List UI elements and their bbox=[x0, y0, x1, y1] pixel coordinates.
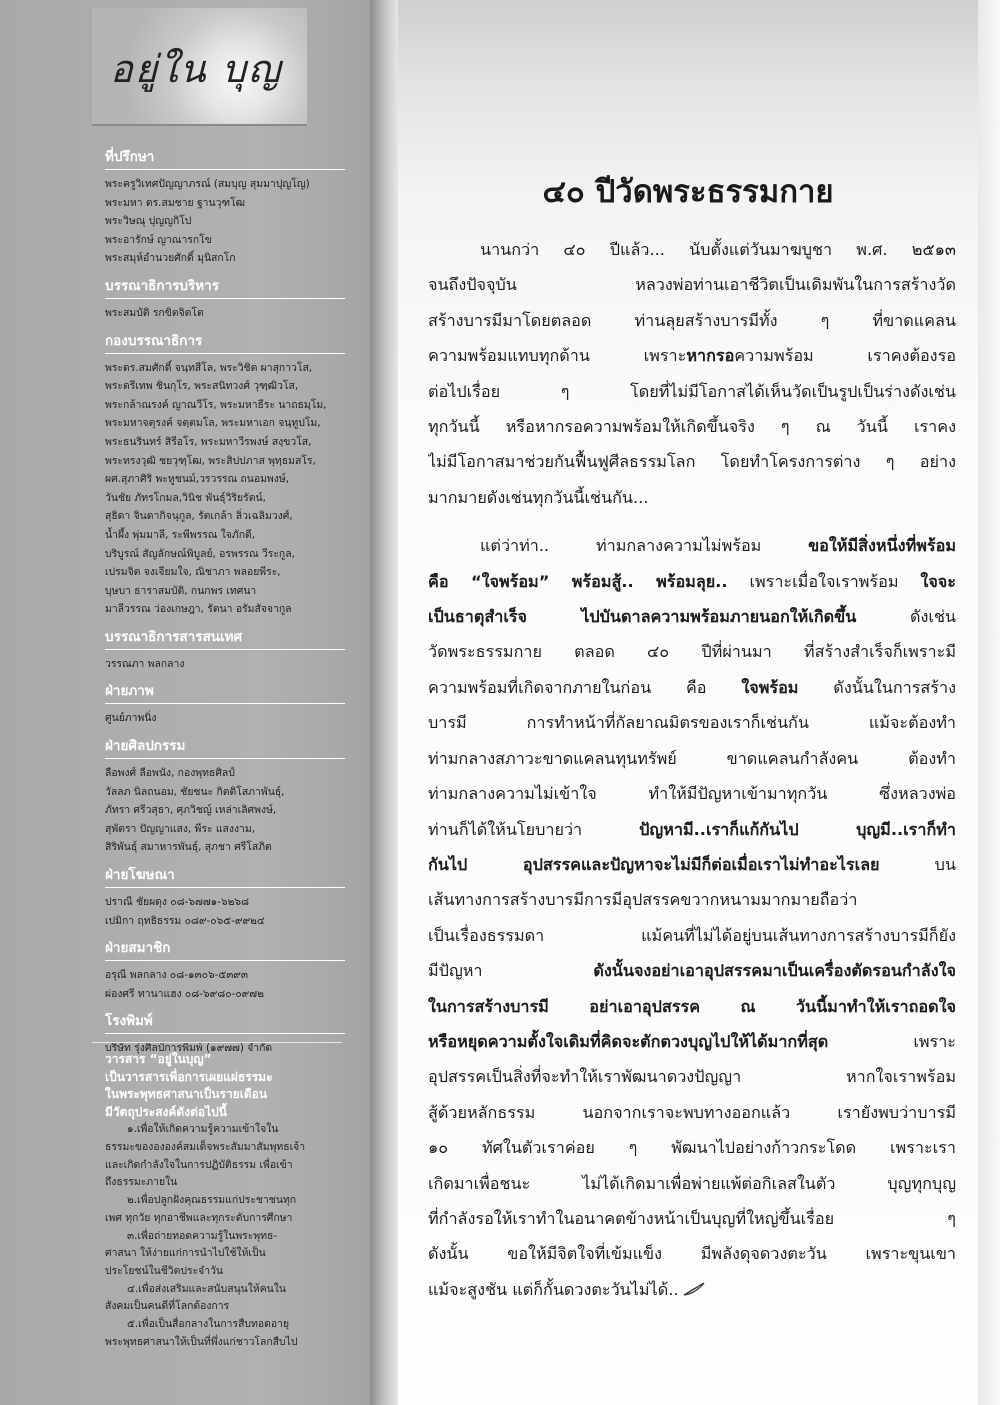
journal-title-line: ในพระพุทธศาสนาเป็นรายเดือน bbox=[105, 1087, 268, 1102]
page-fold-shadow bbox=[370, 0, 398, 1405]
staff-line: บุษบา ธาราสมบัติ, กนกพร เทศนา bbox=[105, 584, 257, 597]
masthead-section bbox=[105, 625, 345, 674]
section-heading: ฝ่ายภาพ bbox=[105, 679, 345, 704]
text-line: คือ “ใจพร้อม” พร้อมสู้.. พร้อมลุย.. เพราะเมื่อใจเราพร้อม ใจจะ bbox=[428, 571, 956, 591]
text-line: ที่กำลังรอให้เราทำในอนาคตข้างหน้าเป็นบุญที่ใหญ่ขึ้นเรื่อย ๆ bbox=[428, 1208, 956, 1228]
article-page bbox=[398, 0, 978, 1405]
staff-line: พระตรีเทพ ชินกุโร, พระสนิทวงศ์ วุฑฺฒิวโส, bbox=[105, 380, 299, 393]
objective-line: และเกิดกำลังใจในการปฏิบัติธรรม เพื่อเข้า bbox=[105, 1158, 293, 1171]
objective-line: ๕.เพื่อเป็นสื่อกลางในการสืบทอดอายุ bbox=[127, 1318, 290, 1331]
section-heading: ฝ่ายโฆษณา bbox=[105, 863, 345, 888]
paragraph-1 bbox=[428, 232, 956, 515]
text-line: เกิดมาเพื่อชนะ ไม่ได้เกิดมาเพื่อพ่ายแพ้ต่อกิเลสในตัว บุญทุกบุญ bbox=[428, 1173, 956, 1193]
staff-line: บริษัท รุ่งศิลป์การพิมพ์ (๑๙๗๗) จำกัด bbox=[105, 1042, 273, 1055]
staff-line: พระวิษณุ ปุญญกิโป bbox=[105, 215, 192, 228]
text-line: เป็นเรื่องธรรมดา แม้คนที่ไม่ได้อยู่บนเส้นทางการสร้างบารมีก็ยัง bbox=[428, 925, 956, 945]
text-line: มากมายดังเช่นทุกวันนี้เช่นกัน... bbox=[428, 487, 649, 507]
staff-line: อรุณี พลกลาง ๐๘-๑๓๐๖-๕๓๙๓ bbox=[105, 969, 249, 982]
text-line: วัดพระธรรมกาย ตลอด ๔๐ ปีที่ผ่านมา ที่สร้างสำเร็จก็เพราะมี bbox=[428, 642, 956, 662]
objective-line: ธรรมะของององค์สมเด็จพระสัมมาสัมพุทธเจ้า bbox=[105, 1141, 306, 1154]
staff-line: วันชัย ภัทรโกมล,วินิช พันธุ์วิริยรัตน์, bbox=[105, 491, 266, 504]
staff-line: พระกล้าณรงค์ ญาณวีโร, พระมหาธีระ นาถธมฺโม, bbox=[105, 398, 327, 411]
staff-line: พระมหา ดร.สมชาย ฐานวุฑโฒ bbox=[105, 196, 246, 209]
staff-line: พระดร.สมศักดิ์ จนฺทสีโล, พระวิชิต ผาสุกาวโส, bbox=[105, 361, 313, 374]
masthead-section bbox=[105, 936, 345, 1003]
text-line: ต่อไปเรื่อย ๆ โดยที่ไม่มีโอกาสได้เห็นวัดเป็นรูปเป็นร่างดังเช่น bbox=[428, 381, 956, 401]
sidebar-divider bbox=[92, 1042, 342, 1043]
text-line: ทุกวันนี้ หรือหากรอความพร้อมให้เกิดขึ้นจริง ๆ ณ วันนี้ เราคง bbox=[428, 417, 956, 437]
staff-line: สิริพันธุ์ สมาหารพันธุ์, สุภชา ศรีโสภิต bbox=[105, 841, 272, 854]
text-line: ความพร้อมที่เกิดจากภายในก่อน คือ ใจพร้อม ดังนั้นในการสร้าง bbox=[428, 677, 956, 697]
masthead-section bbox=[105, 734, 345, 857]
masthead bbox=[105, 145, 345, 1064]
staff-line: วัลลภ นิลถนอม, ชัยชนะ กิตติโสภาพันธุ์, bbox=[105, 785, 285, 798]
journal-title-line: เป็นวารสารเพื่อการเผยแผ่ธรรมะ bbox=[105, 1069, 273, 1084]
text-line: ความพร้อมแทบทุกด้าน เพราะหากรอความพร้อม เราคงต้องรอ bbox=[428, 346, 956, 366]
staff-line: สุพัตรา ปัญญาแสง, พีระ แสงงาม, bbox=[105, 822, 255, 835]
text-line: อุปสรรคเป็นสิ่งที่จะทำให้เราพัฒนาดวงปัญญา หากใจเราพร้อม bbox=[428, 1067, 956, 1087]
objective-line: ประโยชน์ในชีวิตประจำวัน bbox=[105, 1265, 224, 1277]
masthead-section bbox=[105, 863, 345, 930]
staff-line: ลือพงศ์ ลือพนัง, กองพุทธศิลป์ bbox=[105, 767, 235, 780]
page-edge bbox=[978, 0, 1000, 1405]
objective-line: เพศ ทุกวัย ทุกอาชีพและทุกระดับการศึกษา bbox=[105, 1211, 293, 1224]
text-line: สร้างบารมีมาโดยตลอด ท่านลุยสร้างบารมีทั้ง ๆ ที่ขาดแคลน bbox=[428, 310, 956, 330]
text-line: ไม่มีโอกาสมาช่วยกันฟื้นฟูศีลธรรมโลก โดยทำโครงการต่าง ๆ อย่าง bbox=[428, 452, 956, 472]
staff-line: พระทรงวุฒิ ชยวุฑฺโฒ, พระสิปปภาส พุทฺธมสโร, bbox=[105, 454, 316, 467]
logo-text: อยู่ใน บุญ bbox=[110, 47, 283, 91]
staff-line: ผศ.สุภาศิริ พะหูชนม์,วรวรรณ ถนอมพงษ์, bbox=[105, 473, 289, 486]
staff-line: บริบูรณ์ สัญลักษณ์พิบูลย์, อรพรรณ วีระกูล, bbox=[105, 547, 295, 560]
staff-line: วรรณภา พลกลาง bbox=[105, 657, 185, 670]
staff-line: พระอารักษ์ ญาณารกโข bbox=[105, 233, 212, 246]
article-body bbox=[428, 232, 956, 1308]
text-line: ท่ามกลางสภาวะขาดแคลนทุนทรัพย์ ขาดแคลนกำลังคน ต้องทำ bbox=[428, 748, 956, 768]
objective-line: สังคมเป็นคนดีที่โลกต้องการ bbox=[105, 1300, 230, 1313]
objective-line: ๒.เพื่อปลูกฝังคุณธรรมแก่ประชาชนทุก bbox=[127, 1194, 297, 1207]
staff-line: ผ่องศรี ทานาแฮง ๐๘-๖๙๘๐-๐๙๗๒ bbox=[105, 987, 264, 1000]
objective-line: ๓.เพื่อถ่ายทอดความรู้ในพระพุทธ- bbox=[127, 1229, 278, 1242]
masthead-section bbox=[105, 274, 345, 323]
text-line: หรือหยุดความตั้งใจเดิมที่คิดจะตักตวงบุญไปให้ได้มากที่สุด เพราะ bbox=[428, 1031, 956, 1051]
staff-line: พระมหาจตุรงค์ จตฺตมโล, พระมหาเอก จนฺทูปโม, bbox=[105, 417, 321, 430]
text-line: ท่ามกลางความไม่เข้าใจ ทำให้มีปัญหาเข้ามาทุกวัน ซึ่งหลวงพ่อ bbox=[428, 784, 956, 804]
staff-line: พระสมุห์อำนวยศักดิ์ มุนิสกโก bbox=[105, 252, 236, 265]
article-title: ๔๐ ปีวัดพระธรรมกาย bbox=[542, 174, 834, 210]
staff-line: เปรมจิต จงเจียมใจ, ณิชาภา พลอยพีระ, bbox=[105, 566, 281, 579]
staff-line: ภัทรา ศรีวสุธา, ศุภวิชญ์ เหล่าเลิศพงษ์, bbox=[105, 804, 277, 817]
staff-line: ปราณี ชัยผดุง ๐๘-๖๗๗๑-๖๒๖๘ bbox=[105, 896, 250, 909]
quill-icon bbox=[683, 1273, 705, 1308]
text-line: ดังนั้น ขอให้มีจิตใจที่เข้มแข็ง มีพลังดุจดวงตะวัน เพราะขุนเขา bbox=[428, 1244, 956, 1264]
section-heading: ที่ปรึกษา bbox=[105, 145, 345, 170]
section-heading: ฝ่ายศิลปกรรม bbox=[105, 734, 345, 759]
sidebar bbox=[0, 0, 370, 1405]
staff-line: ศูนย์ภาพนิ่ง bbox=[105, 712, 157, 725]
staff-line: พระธนรินทร์ สิรีอโร, พระมหาวีรพงษ์ สงฺขวโส, bbox=[105, 435, 312, 448]
text-line: แม้จะสูงชัน แต่ก็กั้นดวงตะวันไม่ได้.. bbox=[428, 1272, 956, 1308]
text-line: ท่านก็ได้ให้นโยบายว่า ปัญหามี..เราก็แก้กันไป บุญมี..เราก็ทำ bbox=[428, 819, 956, 839]
section-heading: โรงพิมพ์ bbox=[105, 1009, 345, 1034]
staff-line: เปมิกา ฤทธิธรรม ๐๘๙-๐๖๕-๙๙๒๔ bbox=[105, 914, 265, 927]
text-line: เป็นธาตุสำเร็จ ไปบันดาลความพร้อมภายนอกให้เกิดขึ้น ดังเช่น bbox=[428, 607, 956, 627]
text-line: ๑๐ ทัศในตัวเราค่อย ๆ พัฒนาไปอย่างก้าวกระโดด เพราะเรา bbox=[428, 1138, 956, 1158]
objective-line: ถึงธรรมะภายใน bbox=[105, 1176, 178, 1189]
masthead-section bbox=[105, 145, 345, 268]
text-line: กันไป อุปสรรคและปัญหาจะไม่มีก็ต่อเมื่อเราไม่ทำอะไรเลย บน bbox=[428, 854, 956, 874]
section-heading: บรรณาธิการบริหาร bbox=[105, 274, 345, 299]
staff-line: สุธิดา จินดากิจนุกูล, รัตเกล้า ลิ่วเฉลิมวงศ์, bbox=[105, 510, 293, 523]
staff-line: มาลีวรรณ ว่องเกษฎา, รัตนา อรัมสัจจากูล bbox=[105, 603, 292, 616]
objective-line: ๔.เพื่อส่งเสริมและสนับสนุนให้คนใน bbox=[127, 1282, 286, 1295]
objective-line: พระพุทธศาสนาให้เป็นที่พึ่งแก่ชาวโลกสืบไป bbox=[105, 1335, 298, 1348]
objective-line: ศาสนา ให้ง่ายแก่การนำไปใช้ให้เป็น bbox=[105, 1247, 266, 1260]
journal-title-line: วารสาร “อยู่ในบุญ” bbox=[105, 1052, 212, 1066]
text-line: ในการสร้างบารมี อย่าเอาอุปสรรค ณ วันนี้มาทำให้เราถอดใจ bbox=[428, 996, 956, 1016]
section-heading: บรรณาธิการสารสนเทศ bbox=[105, 625, 345, 650]
journal-objectives bbox=[105, 1051, 345, 1352]
text-line: บารมี การทำหน้าที่กัลยาณมิตรของเราก็เช่นกัน แม้จะต้องทำ bbox=[428, 713, 956, 733]
text-line: แต่ว่าท่า.. ท่ามกลางความไม่พร้อม ขอให้มีสิ่งหนึ่งที่พร้อม bbox=[480, 536, 956, 556]
masthead-section bbox=[105, 679, 345, 728]
masthead-section bbox=[105, 329, 345, 619]
journal-title-line: มีวัตถุประสงค์ดังต่อไปนี้ bbox=[105, 1104, 227, 1119]
text-line: จนถึงปัจจุบัน หลวงพ่อท่านเอาชีวิตเป็นเดิมพันในการสร้างวัด bbox=[428, 275, 956, 295]
staff-line: น้ำผึ้ง พุ่มมาลี, ระพีพรรณ ใจภักดี, bbox=[105, 528, 256, 541]
staff-line: พระครูวิเทศปัญญาภรณ์ (สมบุญ สุมมาปุญโญ) bbox=[105, 178, 310, 190]
staff-line: พระสมบัติ รกขิตจิตโต bbox=[105, 306, 204, 319]
text-line: เส้นทางการสร้างบารมีการมีอุปสรรคขวากหนามมากมายถือว่า bbox=[428, 890, 858, 910]
text-line: นานกว่า ๔๐ ปีแล้ว... นับตั้งแต่วันมาฆบูชา พ.ศ. ๒๕๑๓ bbox=[480, 240, 956, 259]
section-heading: ฝ่ายสมาชิก bbox=[105, 936, 345, 961]
text-line: สู้ด้วยหลักธรรม นอกจากเราจะพบทางออกแล้ว เรายังพบว่าบารมี bbox=[428, 1102, 956, 1122]
section-heading: กองบรรณาธิการ bbox=[105, 329, 345, 354]
paragraph-2 bbox=[428, 528, 956, 1308]
magazine-logo bbox=[92, 8, 307, 126]
text-line: มีปัญหา ดังนั้นจงอย่าเอาอุปสรรคมาเป็นเครื่องตัดรอนกำลังใจ bbox=[428, 961, 956, 981]
objective-line: ๑.เพื่อให้เกิดความรู้ความเข้าใจใน bbox=[127, 1123, 279, 1136]
